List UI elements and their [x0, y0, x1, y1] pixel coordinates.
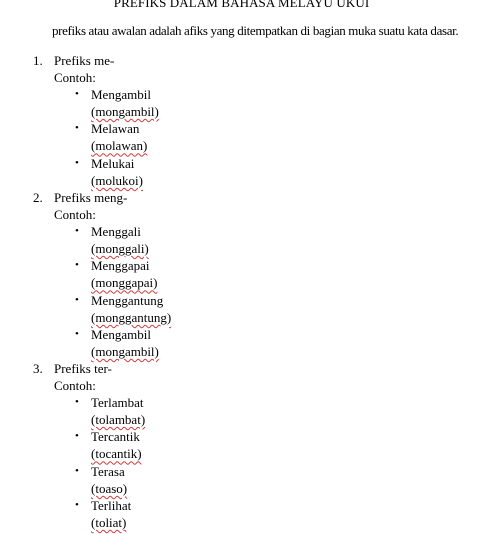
section-heading	[33, 189, 171, 206]
example-translation: (mongambil)	[91, 104, 159, 119]
example-translation: (toliat)	[91, 515, 127, 531]
example-item	[75, 394, 146, 428]
example-translation: (monggantung)	[91, 309, 172, 325]
bullet-icon: •	[75, 225, 79, 237]
example-word: Terlihat	[91, 498, 132, 514]
document-title: PREFIKS DALAM BAHASA MELAYU UKUI	[113, 0, 370, 10]
example-translation: (tolambat)	[91, 412, 146, 427]
example-translation: (molawan)	[91, 138, 148, 154]
bullet-icon: •	[75, 499, 79, 512]
example-label: Contoh:	[54, 378, 96, 393]
example-word: Mengambil	[91, 327, 151, 343]
bullet-icon: •	[75, 156, 79, 169]
example-word: Menggantung	[91, 292, 164, 308]
example-translation: (mongambil)	[91, 344, 159, 360]
example-translation: (toaso)	[91, 480, 128, 496]
example-list	[33, 86, 159, 189]
section-number: 2.	[33, 190, 43, 205]
section-label: Prefiks meng-	[54, 190, 128, 205]
example-word: Tercantik	[91, 429, 140, 445]
section-label: Prefiks ter-	[54, 361, 112, 376]
example-translation: (tocantik)	[91, 446, 142, 462]
section-label: Prefiks me-	[54, 53, 115, 68]
example-list	[33, 223, 171, 361]
bullet-icon: •	[75, 396, 79, 408]
example-item	[75, 428, 145, 462]
bullet-icon: •	[75, 259, 79, 272]
example-word: Menggali	[91, 224, 141, 239]
section-number: 3.	[33, 361, 43, 376]
bullet-icon: •	[75, 328, 79, 341]
section-heading	[33, 52, 159, 69]
bullet-icon: •	[75, 293, 79, 306]
example-item	[75, 223, 171, 257]
example-item	[75, 497, 145, 531]
example-item	[75, 120, 159, 154]
bullet-icon: •	[75, 430, 79, 443]
example-word: Mengambil	[91, 87, 151, 102]
section-number: 1.	[33, 53, 43, 68]
example-word: Melukai	[91, 155, 135, 171]
section-prefiks-me	[33, 52, 159, 189]
bullet-icon: •	[75, 464, 79, 477]
example-item	[75, 326, 171, 360]
example-translation: (monggali)	[91, 241, 149, 256]
intro-paragraph: prefiks atau awalan adalah afiks yang ditempatkan di bagian muka suatu kata dasar.	[52, 23, 459, 38]
example-list	[33, 394, 145, 532]
bullet-icon: •	[75, 88, 79, 100]
example-translation: (molukoi)	[91, 172, 143, 188]
example-label: Contoh:	[54, 207, 96, 222]
example-word: Terasa	[91, 463, 125, 479]
example-label: Contoh:	[54, 70, 96, 85]
example-item	[75, 86, 159, 120]
example-word: Melawan	[91, 121, 140, 137]
section-prefiks-meng	[33, 189, 171, 361]
example-word: Terlambat	[91, 395, 144, 410]
example-item	[75, 292, 172, 326]
example-word: Menggapai	[91, 258, 150, 274]
example-translation: (monggapai)	[91, 275, 158, 291]
example-item	[75, 155, 159, 189]
section-prefiks-ter	[33, 360, 145, 532]
bullet-icon: •	[75, 122, 79, 135]
example-item	[75, 257, 171, 291]
example-item	[75, 463, 145, 497]
section-heading	[33, 360, 145, 377]
